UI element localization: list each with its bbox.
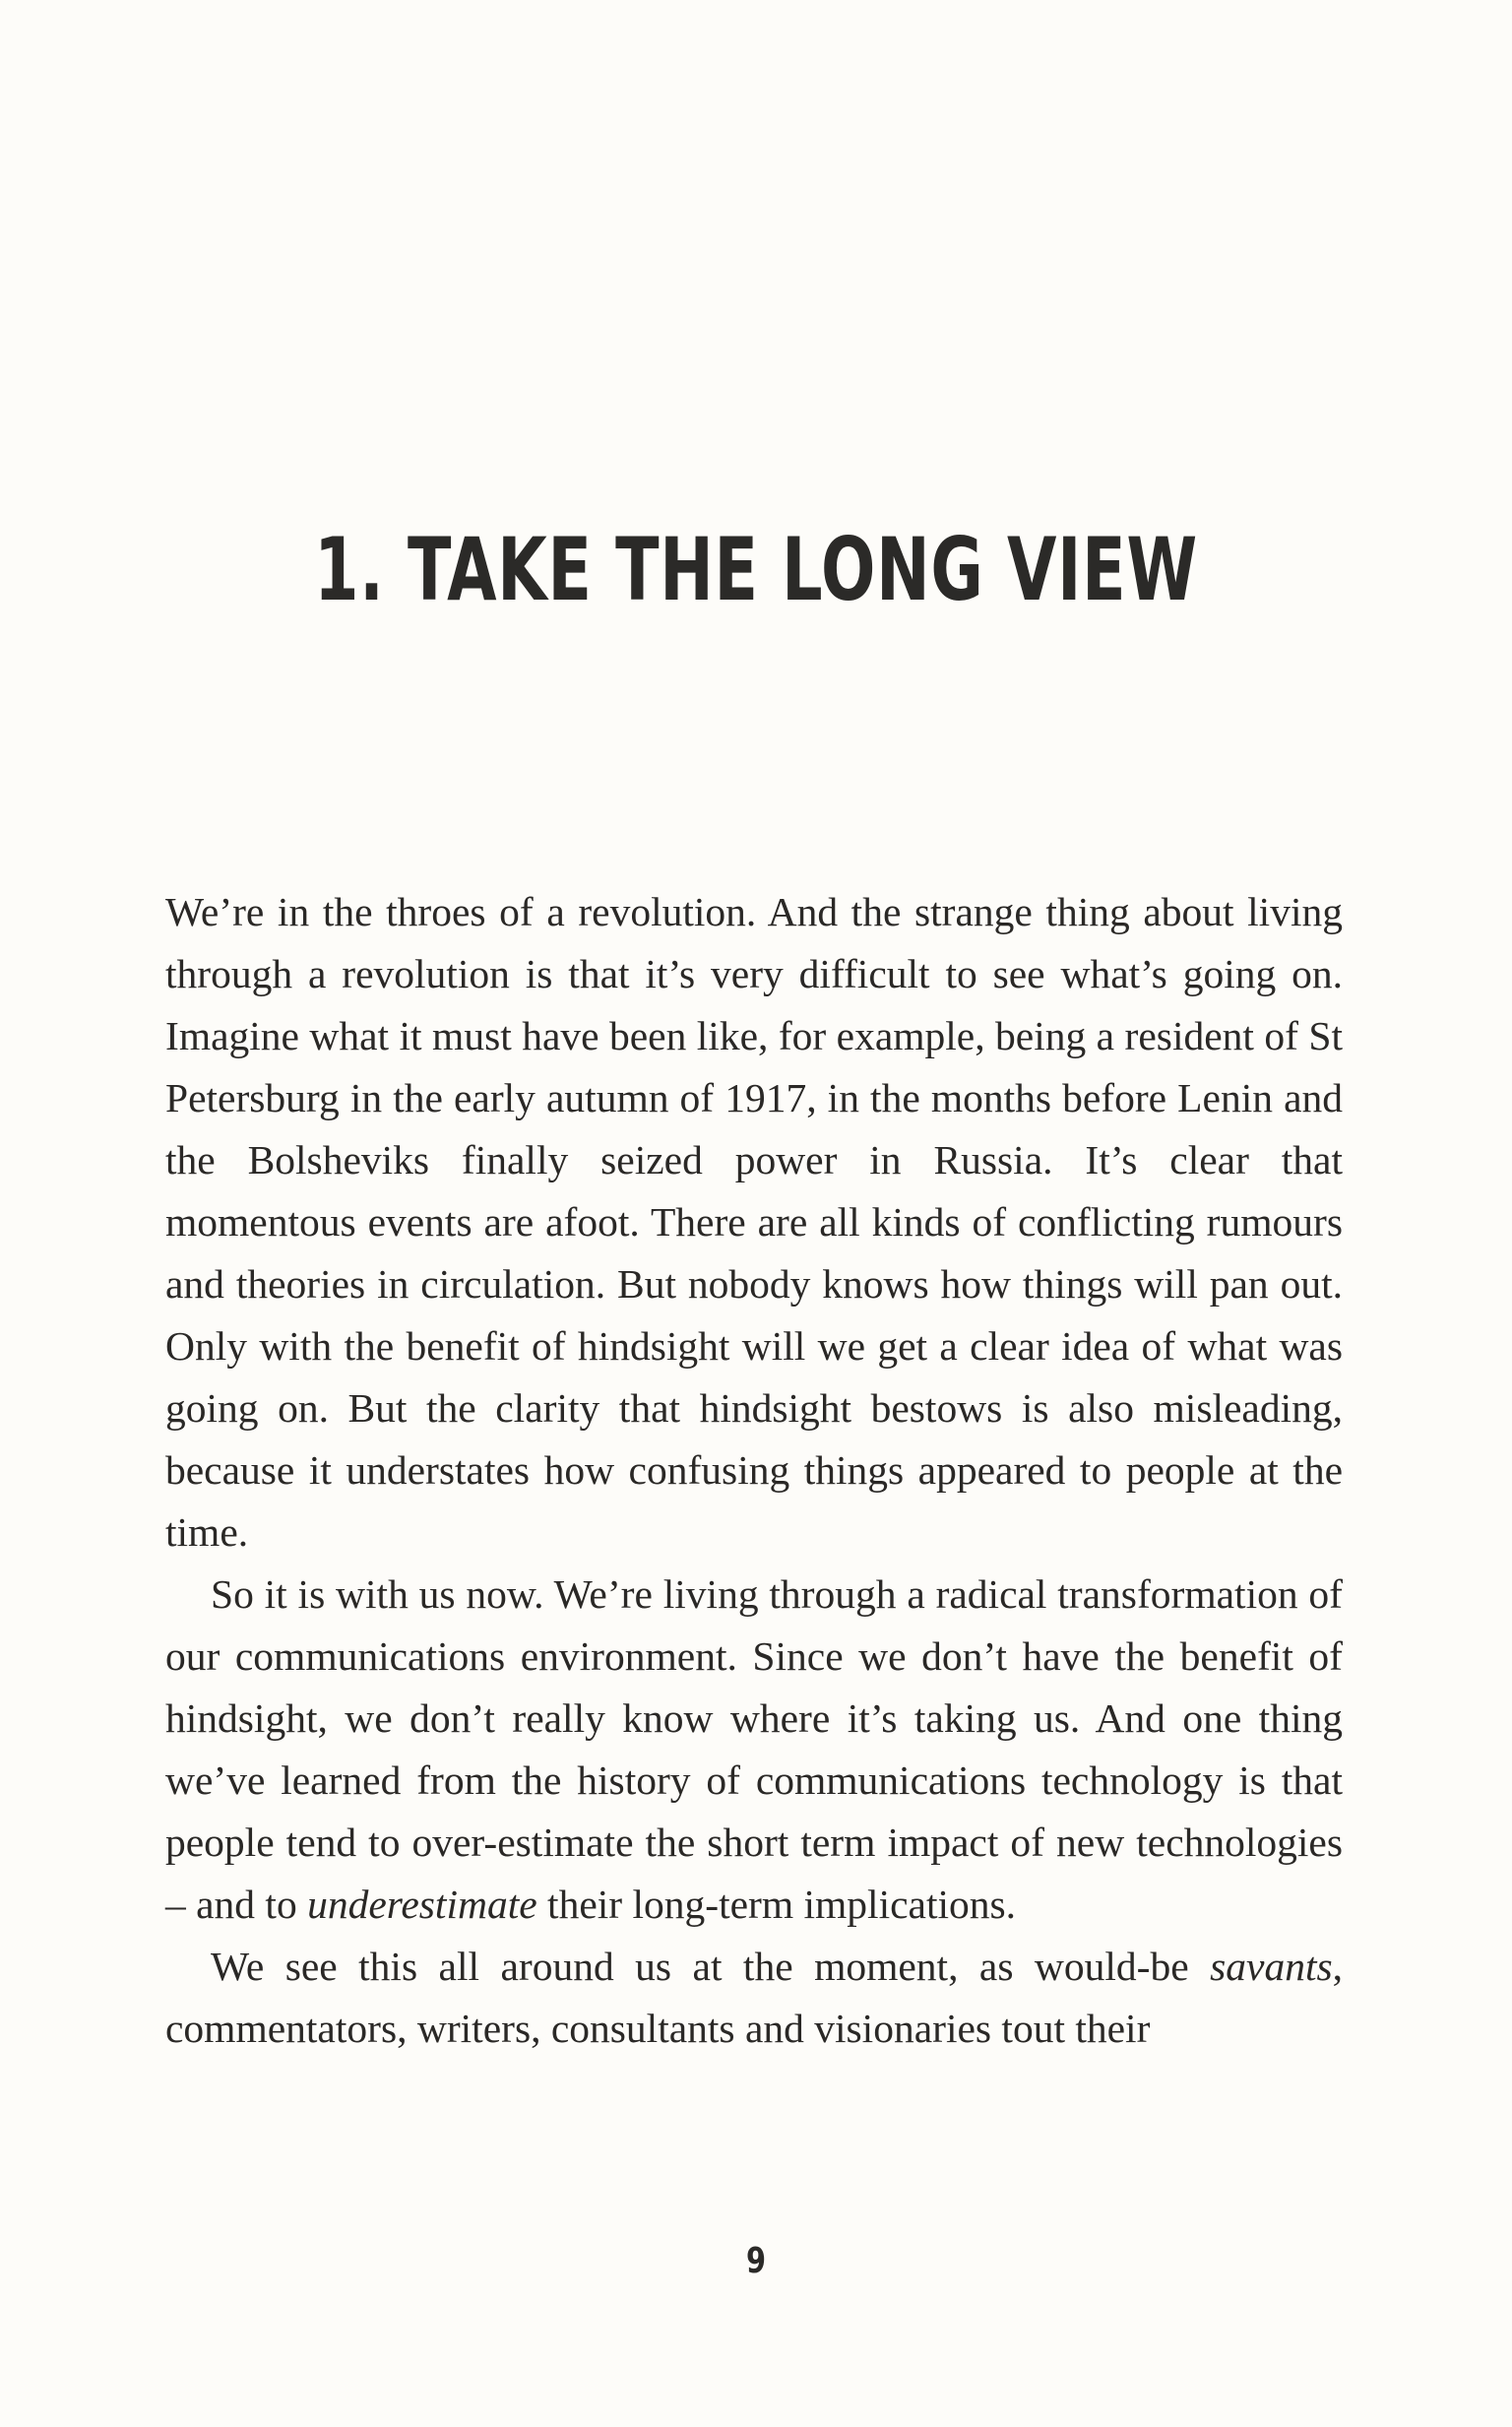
body-text — [165, 881, 1343, 2060]
paragraph-3 — [165, 1936, 1343, 2060]
page-number: 9 — [745, 2241, 767, 2281]
paragraph-2-text-end: their long-term implications. — [536, 1882, 1017, 1927]
chapter-title: 1. TAKE THE LONG VIEW — [314, 518, 1198, 620]
paragraph-2 — [165, 1564, 1343, 1936]
paragraph-1 — [165, 881, 1343, 1564]
emphasis-savants: savants — [1210, 1944, 1333, 1989]
paragraph-2-text: So it is with us now. We’re living through a radical transformation of our communications environment. Since we don’t have the benefit of hindsight, we don’t really know where it’s taking us. And one thing we’ve learned from the history of communications technology is that people tend to over-estimate the short term impact of new technologies – and to — [165, 1571, 1343, 1927]
paragraph-1-text: We’re in the throes of a revolution. And the strange thing about living through a revolution is that it’s very difficult to see what’s going on. Imagine what it must have been like, for example, being a resident of St Petersburg in the early autumn of 1917, in the months before Lenin and the Bolsheviks finally seized power in Russia. It’s clear that momentous events are afoot. There are all kinds of conflicting rumours and theories in circulation. But nobody knows how things will pan out. Only with the benefit of hindsight will we get a clear idea of what was going on. But the clarity that hindsight bestows is also misleading, because it understates how confusing things appeared to people at the time. — [165, 889, 1343, 1555]
paragraph-3-text-end: , commentators, writers, consultants and visionaries tout their — [165, 1944, 1343, 2051]
paragraph-3-text: We see this all around us at the moment, as would-be — [211, 1944, 1211, 1989]
emphasis-underestimate: underestimate — [307, 1882, 537, 1927]
